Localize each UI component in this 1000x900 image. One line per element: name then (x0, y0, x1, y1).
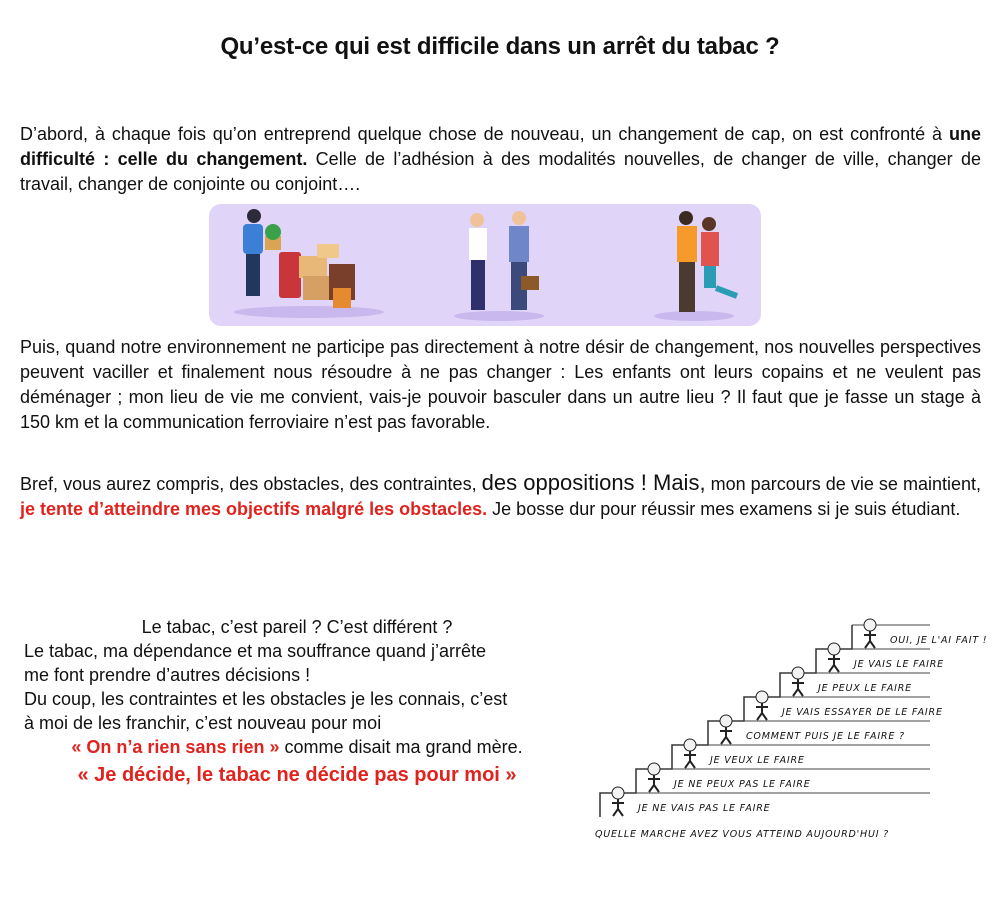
paragraph3-text-b: mon parcours de vie se maintient, (705, 474, 981, 494)
stair-step-label: JE NE PEUX PAS LE FAIRE (674, 779, 811, 790)
stick-figure (828, 643, 840, 672)
paragraph3-text-a: Bref, vous aurez compris, des obstacles, des contraintes, (20, 474, 482, 494)
quote-proverb: « On n’a rien sans rien » (71, 737, 280, 757)
stairs-question: QUELLE MARCHE AVEZ VOUS ATTEIND AUJOURD'HUI ? (595, 829, 890, 840)
quote-line-5: à moi de les franchir, c’est nouveau pour moi (24, 713, 382, 733)
stair-step-label: JE VAIS LE FAIRE (854, 659, 944, 670)
change-illustration (209, 204, 761, 326)
paragraph3-emphasis: des oppositions ! Mais, (481, 470, 706, 495)
stair-step-label: OUI, JE L'AI FAIT ! (890, 635, 988, 646)
quote-line-3: me font prendre d’autres décisions ! (24, 665, 311, 685)
paragraph3-text-c: Je bosse dur pour réussir mes examens si je suis étudiant. (487, 499, 961, 519)
quote-line-1: Le tabac, c’est pareil ? C’est différent ? (141, 617, 453, 637)
paragraph1-text-b: Celle de l’adhésion à des modalités nouvelles, de changer de ville, changer de travail, changer de conjointe ou conjoint…. (20, 149, 982, 194)
paragraph-change-difficulty (20, 122, 981, 197)
paragraph1-text-a: D’abord, à chaque fois qu’on entreprend quelque chose de nouveau, un changement de cap, on est confronté à (20, 124, 949, 144)
quote-line-4: Du coup, les contraintes et les obstacles je les connais, c’est (24, 689, 508, 709)
paragraph-obstacles (20, 470, 981, 522)
quote-line-6-rest: comme disait ma grand mère. (279, 737, 523, 757)
stair-step-label: JE VEUX LE FAIRE (710, 755, 805, 766)
handshake-illustration (454, 211, 544, 321)
stick-figure (684, 739, 696, 768)
quote-line-6 (18, 735, 576, 759)
quote-decision: « Je décide, le tabac ne décide pas pour moi » (77, 764, 517, 786)
tobacco-quote-block (18, 615, 576, 787)
page-title: Qu’est-ce qui est difficile dans un arrêt du tabac ? (220, 33, 780, 60)
stick-figure (720, 715, 732, 744)
stair-step-label: COMMENT PUIS JE LE FAIRE ? (746, 731, 905, 742)
motivation-stairs-illustration (585, 585, 988, 850)
couple-hug-illustration (654, 211, 737, 321)
woman-moving-illustration (234, 209, 384, 318)
stick-figure (648, 763, 660, 792)
quote-line-2: Le tabac, ma dépendance et ma souffrance quand j’arrête (24, 641, 486, 661)
stick-figure (864, 619, 876, 648)
stair-step-label: JE VAIS ESSAYER DE LE FAIRE (782, 707, 943, 718)
paragraph-environment: Puis, quand notre environnement ne participe pas directement à notre désir de changement, nos nouvelles perspectives peuvent vaciller et finalement nous résoudre à ne pas changer : Les enfants ont leurs copains et ne veulent pas déménager ; mon lieu de vie me convient, vais-je pouvoir basculer dans un autre lieu ? Il faut que je fasse un stage à 150 km et la communication ferroviaire n’est pas favorable. (20, 337, 981, 432)
stair-step-label: JE PEUX LE FAIRE (818, 683, 912, 694)
paragraph1-bold: une difficulté : celle du changement. (20, 124, 981, 169)
stick-figure (612, 787, 624, 816)
stick-figure (756, 691, 768, 720)
paragraph3-red-highlight: je tente d’atteindre mes objectifs malgré les obstacles. (20, 499, 488, 519)
stair-step-label: JE NE VAIS PAS LE FAIRE (638, 803, 771, 814)
stick-figure (792, 667, 804, 696)
